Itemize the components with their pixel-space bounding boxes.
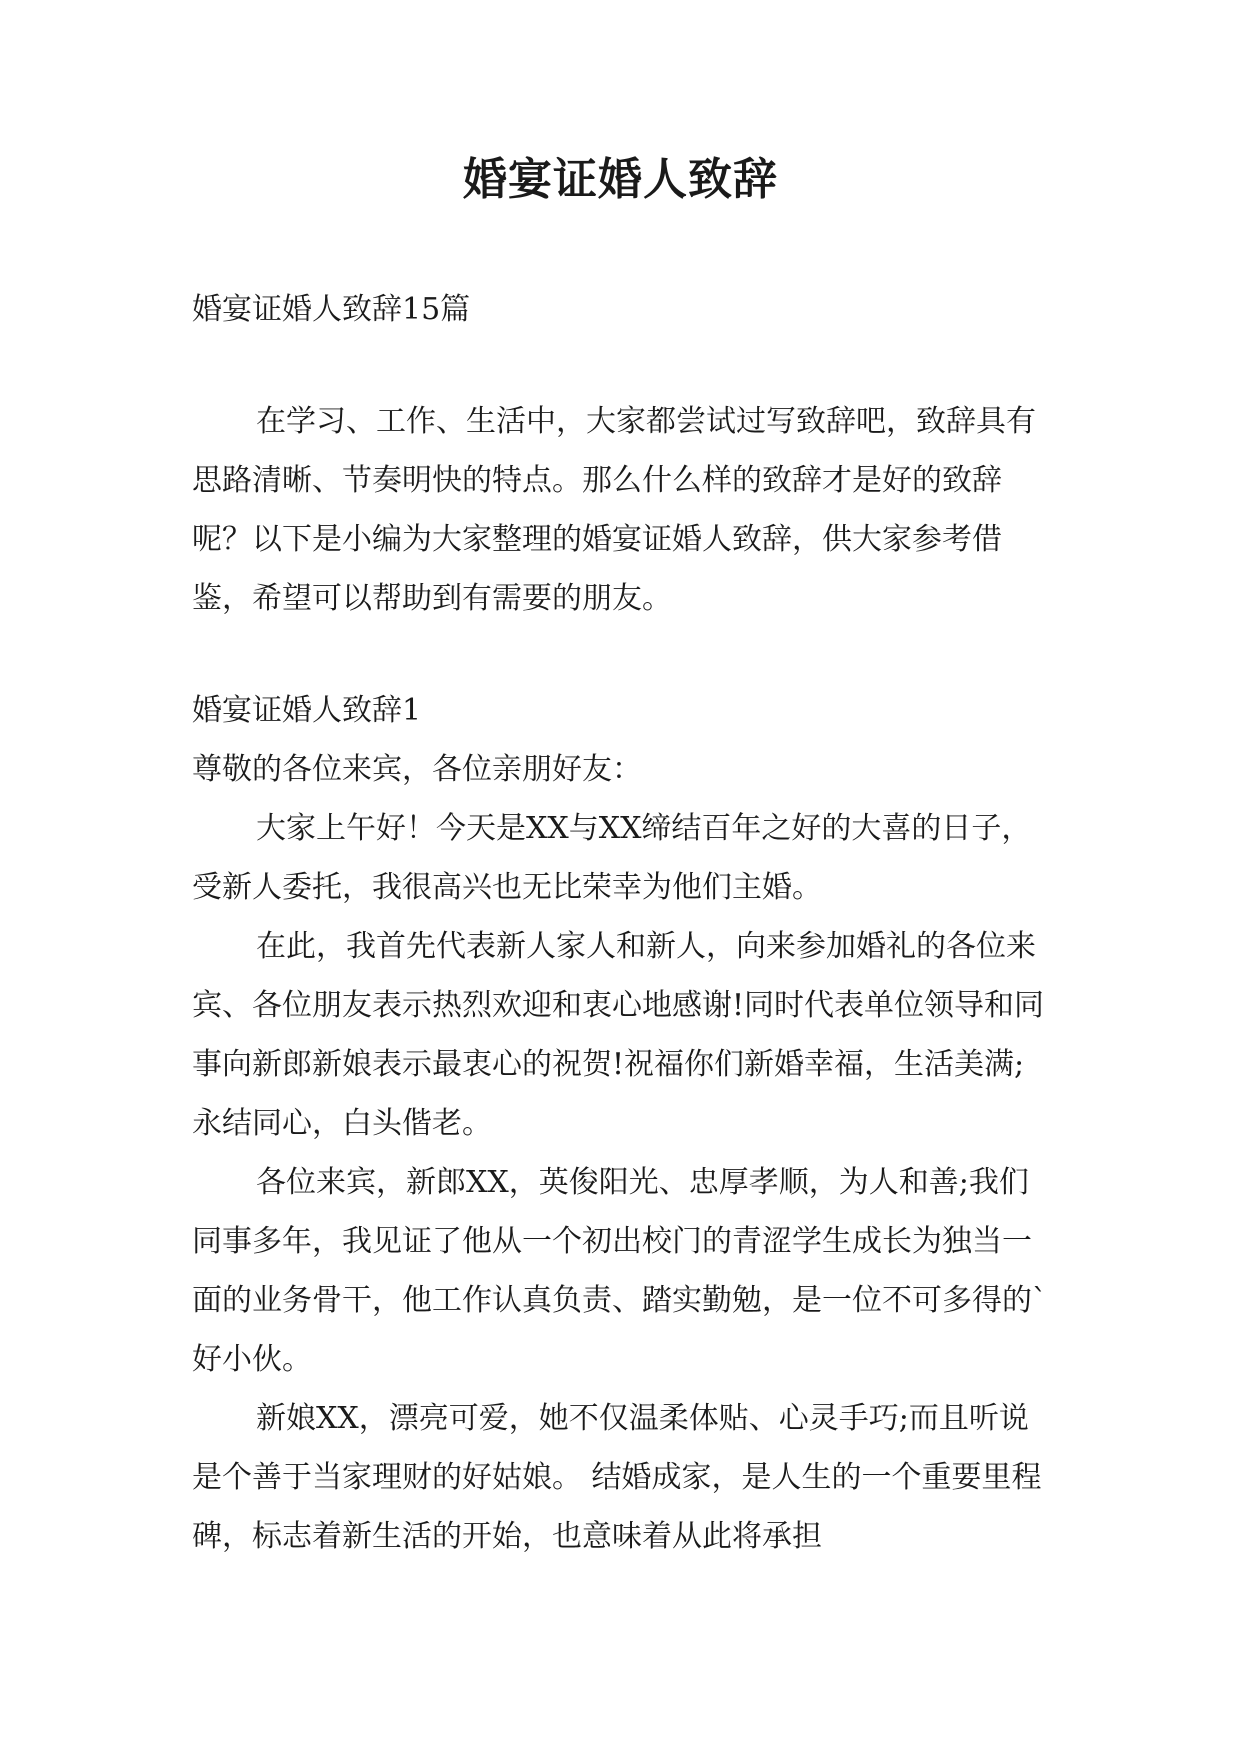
speech-paragraph: 大家上午好！今天是XX与XX缔结百年之好的大喜的日子，受新人委托，我很高兴也无比荣幸为他们主婚。 xyxy=(192,811,1032,905)
speech-paragraph: 在此，我首先代表新人家人和新人，向来参加婚礼的各位来宾、各位朋友表示热烈欢迎和衷心地感谢!同时代表单位领导和同事向新郎新娘表示最衷心的祝贺!祝福你们新婚幸福，生活美满;永结同心，白头偕老。 xyxy=(192,929,1045,1141)
document-subtitle: 婚宴证婚人致辞15篇 xyxy=(192,292,471,327)
document-title: 婚宴证婚人致辞 xyxy=(463,154,778,205)
intro-paragraph: 在学习、工作、生活中，大家都尝试过写致辞吧，致辞具有思路清晰、节奏明快的特点。那么什么样的致辞才是好的致辞呢？以下是小编为大家整理的婚宴证婚人致辞，供大家参考借鉴，希望可以帮助到有需要的朋友。 xyxy=(192,404,1036,616)
speech-paragraph: 新娘XX，漂亮可爱，她不仅温柔体贴、心灵手巧;而且听说是个善于当家理财的好姑娘。 结婚成家，是人生的一个重要里程碑，标志着新生活的开始，也意味着从此将承担 xyxy=(192,1401,1042,1554)
section-heading: 婚宴证婚人致辞1 xyxy=(192,693,422,728)
speech-paragraph: 各位来宾，新郎XX，英俊阳光、忠厚孝顺，为人和善;我们同事多年，我见证了他从一个初出校门的青涩学生成长为独当一面的业务骨干，他工作认真负责、踏实勤勉，是一位不可多得的`好小伙。 xyxy=(192,1165,1047,1377)
salutation: 尊敬的各位来宾，各位亲朋好友： xyxy=(192,752,642,787)
document-body xyxy=(192,280,1052,1566)
